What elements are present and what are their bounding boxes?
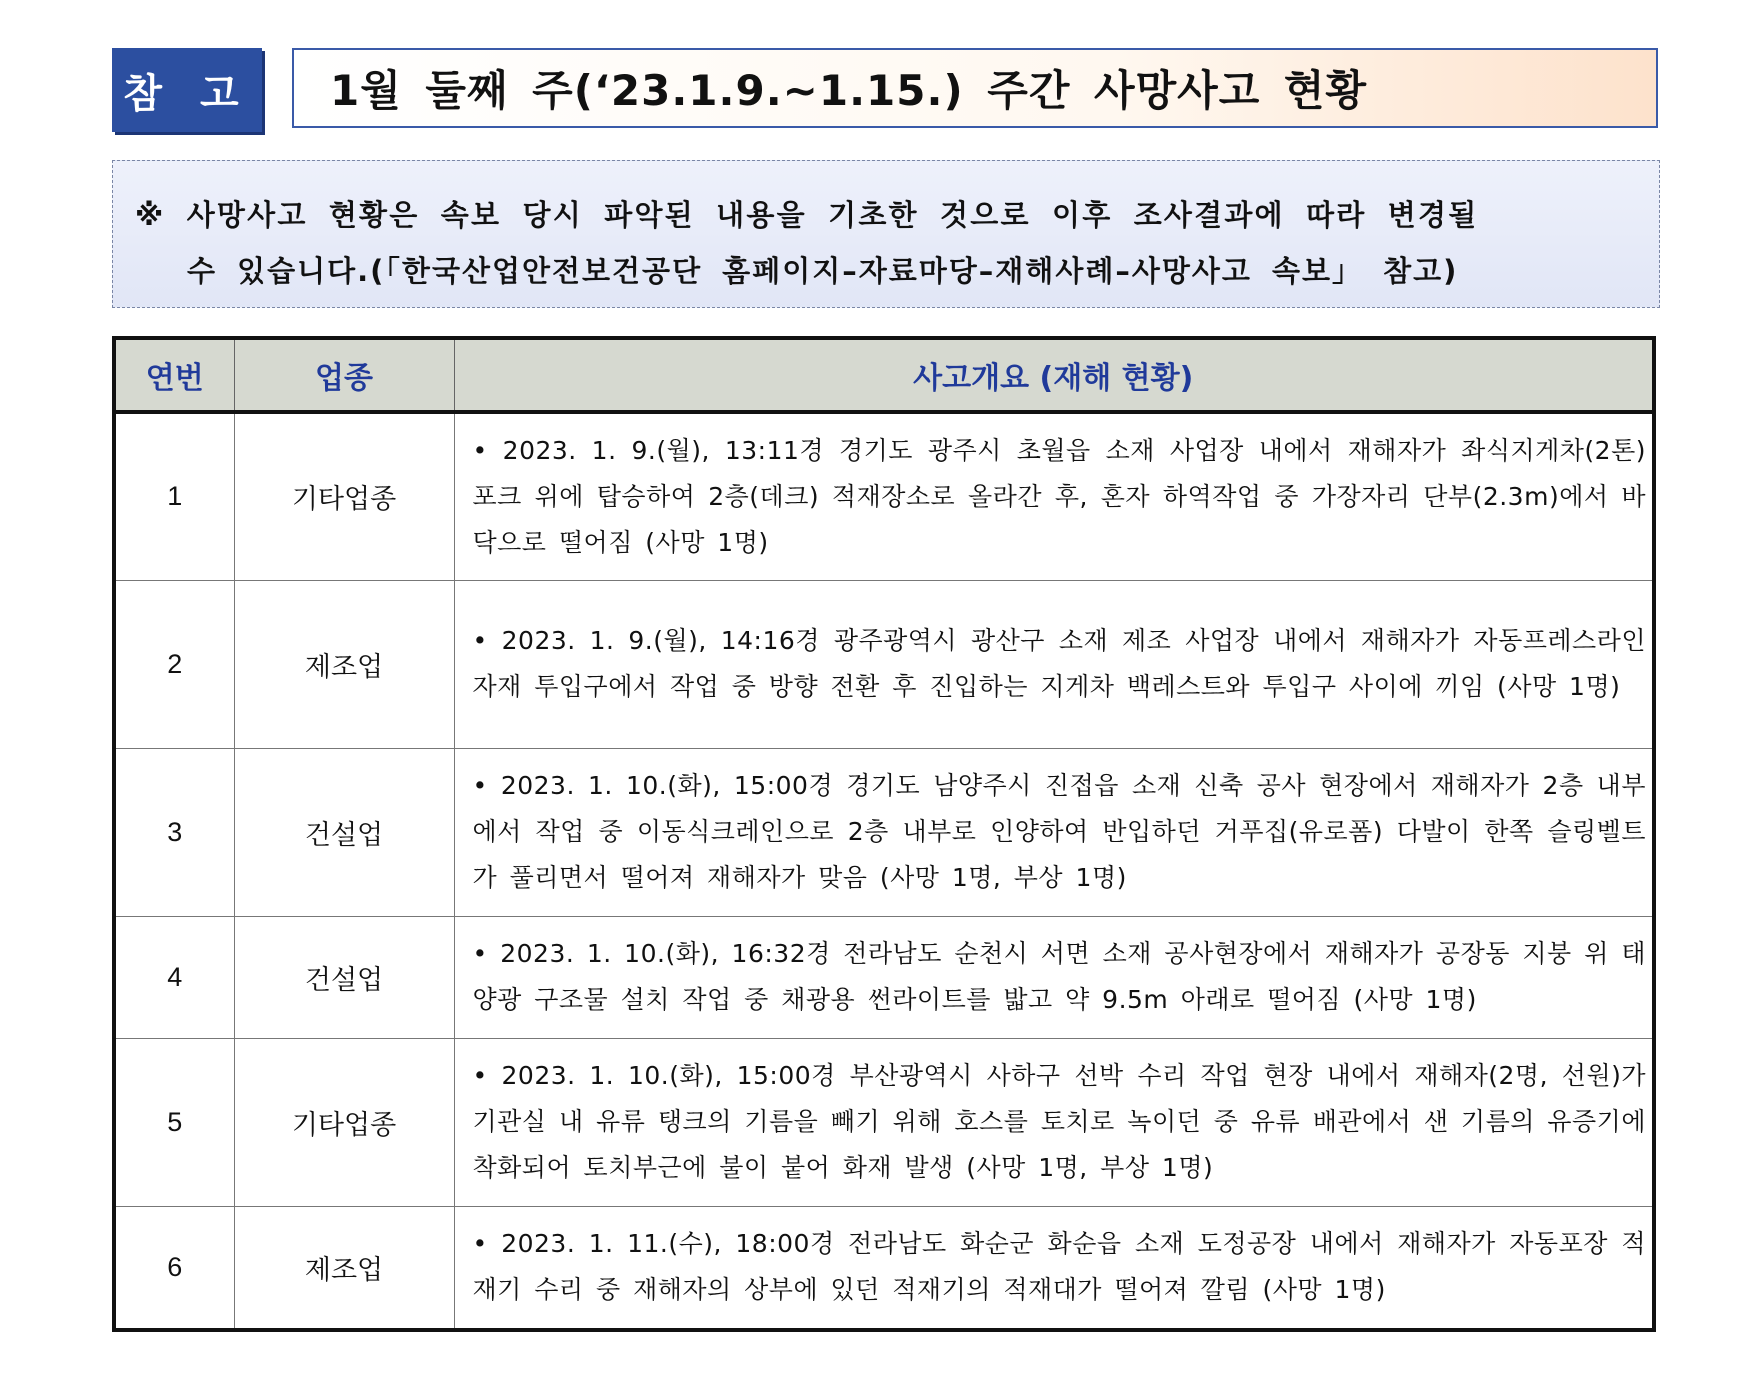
table-row: [116, 412, 1652, 580]
table-row: [116, 1038, 1652, 1206]
row-number: 5: [116, 1038, 234, 1206]
page-title: 1월 둘째 주(‘23.1.9.~1.15.) 주간 사망사고 현황: [330, 66, 1368, 115]
row-number: 4: [116, 916, 234, 1038]
reference-badge: 참 고: [112, 48, 262, 132]
row-summary: • 2023. 1. 10.(화), 15:00경 경기도 남양주시 진접읍 소재 신축 공사 현장에서 재해자가 2층 내부에서 작업 중 이동식크레인으로 2층 내부로 인양하여 반입하던 거푸집(유로폼) 다발이 한쪽 슬링벨트가 풀리면서 떨어져 재해자가 맞음 (사망 1명, 부상 1명): [454, 748, 1652, 916]
row-industry: 건설업: [234, 748, 454, 916]
table-row: [116, 748, 1652, 916]
title-box: [292, 48, 1658, 128]
notice-line-2: 수 있습니다.(「한국산업안전보건공단 홈페이지–자료마당–재해사례–사망사고 속보」 참고): [187, 254, 1459, 288]
table-row: [116, 916, 1652, 1038]
table-row: [116, 1206, 1652, 1328]
row-number: 6: [116, 1206, 234, 1328]
header-no: 연번: [116, 340, 234, 412]
row-industry: 건설업: [234, 916, 454, 1038]
row-summary: • 2023. 1. 9.(월), 13:11경 경기도 광주시 초월읍 소재 사업장 내에서 재해자가 좌식지게차(2톤) 포크 위에 탑승하여 2층(데크) 적재장소로 올라간 후, 혼자 하역작업 중 가장자리 단부(2.3m)에서 바닥으로 떨어짐 (사망 1명): [454, 412, 1652, 580]
row-summary: • 2023. 1. 11.(수), 18:00경 전라남도 화순군 화순읍 소재 도정공장 내에서 재해자가 자동포장 적재기 수리 중 재해자의 상부에 있던 적재기의 적재대가 떨어져 깔림 (사망 1명): [472, 1229, 1646, 1305]
row-industry: 기타업종: [234, 1038, 454, 1206]
row-summary: • 2023. 1. 9.(월), 14:16경 광주광역시 광산구 소재 제조 사업장 내에서 재해자가 자동프레스라인 자재 투입구에서 작업 중 방향 전환 후 진입하는 지게차 백레스트와 투입구 사이에 끼임 (사망 1명): [454, 580, 1652, 748]
row-industry: 제조업: [234, 580, 454, 748]
row-number: 3: [116, 748, 234, 916]
table-header-row: [116, 340, 1652, 412]
header-industry: 업종: [234, 340, 454, 412]
row-summary: • 2023. 1. 10.(화), 16:32경 전라남도 순천시 서면 소재 공사현장에서 재해자가 공장동 지붕 위 태양광 구조물 설치 작업 중 채광용 썬라이트를 밟고 약 9.5m 아래로 떨어짐 (사망 1명): [454, 916, 1652, 1038]
row-industry: 제조업: [234, 1206, 454, 1328]
table-row: [116, 580, 1652, 748]
row-number: 2: [116, 580, 234, 748]
row-industry: 기타업종: [234, 412, 454, 580]
header-summary: 사고개요 (재해 현황): [454, 340, 1652, 412]
title-row: [112, 48, 1662, 132]
notice-box: [112, 160, 1660, 308]
row-summary: • 2023. 1. 10.(화), 15:00경 부산광역시 사하구 선박 수리 작업 현장 내에서 재해자(2명, 선원)가 기관실 내 유류 탱크의 기름을 빼기 위해 호스를 토치로 녹이던 중 유류 배관에서 샌 기름의 유증기에 착화되어 토치부근에 불이 붙어 화재 발생 (사망 1명, 부상 1명): [454, 1038, 1652, 1206]
notice-line-1: ※ 사망사고 현황은 속보 당시 파악된 내용을 기초한 것으로 이후 조사결과에 따라 변경될: [135, 198, 1479, 232]
row-number: 1: [116, 412, 234, 580]
accident-table: [112, 336, 1656, 1332]
